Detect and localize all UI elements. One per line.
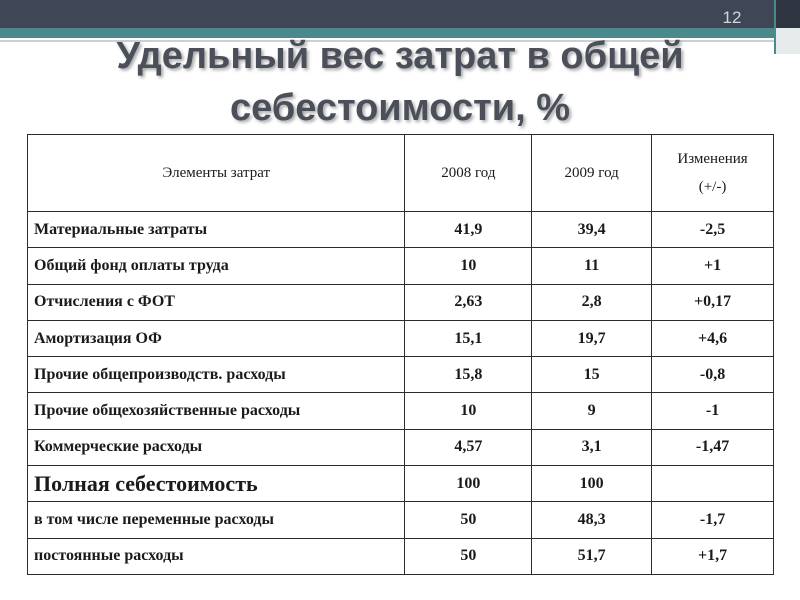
slide-header-band	[0, 0, 800, 28]
header-2008: 2008 год	[405, 135, 532, 212]
table-row-total	[28, 466, 774, 502]
table-row	[28, 393, 774, 429]
cost-structure-table	[27, 134, 774, 575]
row-2008: 41,9	[405, 212, 532, 248]
row-2008: 50	[405, 538, 532, 574]
row-change: -1	[652, 393, 774, 429]
table-row	[28, 538, 774, 574]
row-change: -0,8	[652, 357, 774, 393]
row-2009: 48,3	[532, 502, 652, 538]
row-name: Амортизация ОФ	[28, 320, 405, 356]
row-change: +4,6	[652, 320, 774, 356]
table-row	[28, 248, 774, 284]
header-elements: Элементы затрат	[28, 135, 405, 212]
row-name: Общий фонд оплаты труда	[28, 248, 405, 284]
row-name: в том числе переменные расходы	[28, 502, 405, 538]
row-name: Отчисления с ФОТ	[28, 284, 405, 320]
row-name: Полная себестоимость	[28, 466, 405, 502]
table-row	[28, 212, 774, 248]
table-row	[28, 357, 774, 393]
row-name: Коммерческие расходы	[28, 429, 405, 465]
table-row	[28, 502, 774, 538]
table-row	[28, 429, 774, 465]
row-2009: 15	[532, 357, 652, 393]
row-2009: 100	[532, 466, 652, 502]
row-2009: 51,7	[532, 538, 652, 574]
row-2008: 10	[405, 393, 532, 429]
table-row	[28, 320, 774, 356]
header-changes	[652, 135, 774, 212]
slide-title	[40, 30, 760, 134]
row-change	[652, 466, 774, 502]
row-name: Материальные затраты	[28, 212, 405, 248]
row-2009: 19,7	[532, 320, 652, 356]
row-change: +1,7	[652, 538, 774, 574]
row-2008: 2,63	[405, 284, 532, 320]
row-2009: 3,1	[532, 429, 652, 465]
row-2009: 39,4	[532, 212, 652, 248]
row-name: постоянные расходы	[28, 538, 405, 574]
row-change: +1	[652, 248, 774, 284]
row-2008: 10	[405, 248, 532, 284]
row-change: +0,17	[652, 284, 774, 320]
row-name: Прочие общехозяйственные расходы	[28, 393, 405, 429]
row-2008: 15,8	[405, 357, 532, 393]
slide-title-line2: себестоимости, %	[229, 87, 570, 129]
slide-title-line1: Удельный вес затрат в общей	[116, 35, 684, 77]
header-2009: 2009 год	[532, 135, 652, 212]
slide-number: 12	[722, 8, 742, 27]
header-changes-line2: (+/-)	[698, 179, 727, 195]
row-2008: 50	[405, 502, 532, 538]
row-name: Прочие общепроизводств. расходы	[28, 357, 405, 393]
header-changes-line1: Изменения	[677, 151, 748, 167]
row-change: -1,7	[652, 502, 774, 538]
row-2009: 11	[532, 248, 652, 284]
row-2008: 4,57	[405, 429, 532, 465]
row-change: -1,47	[652, 429, 774, 465]
table-header-row	[28, 135, 774, 212]
row-2009: 2,8	[532, 284, 652, 320]
slide-corner-decoration	[774, 0, 800, 54]
row-2008: 100	[405, 466, 532, 502]
row-2008: 15,1	[405, 320, 532, 356]
row-change: -2,5	[652, 212, 774, 248]
table-row	[28, 284, 774, 320]
row-2009: 9	[532, 393, 652, 429]
